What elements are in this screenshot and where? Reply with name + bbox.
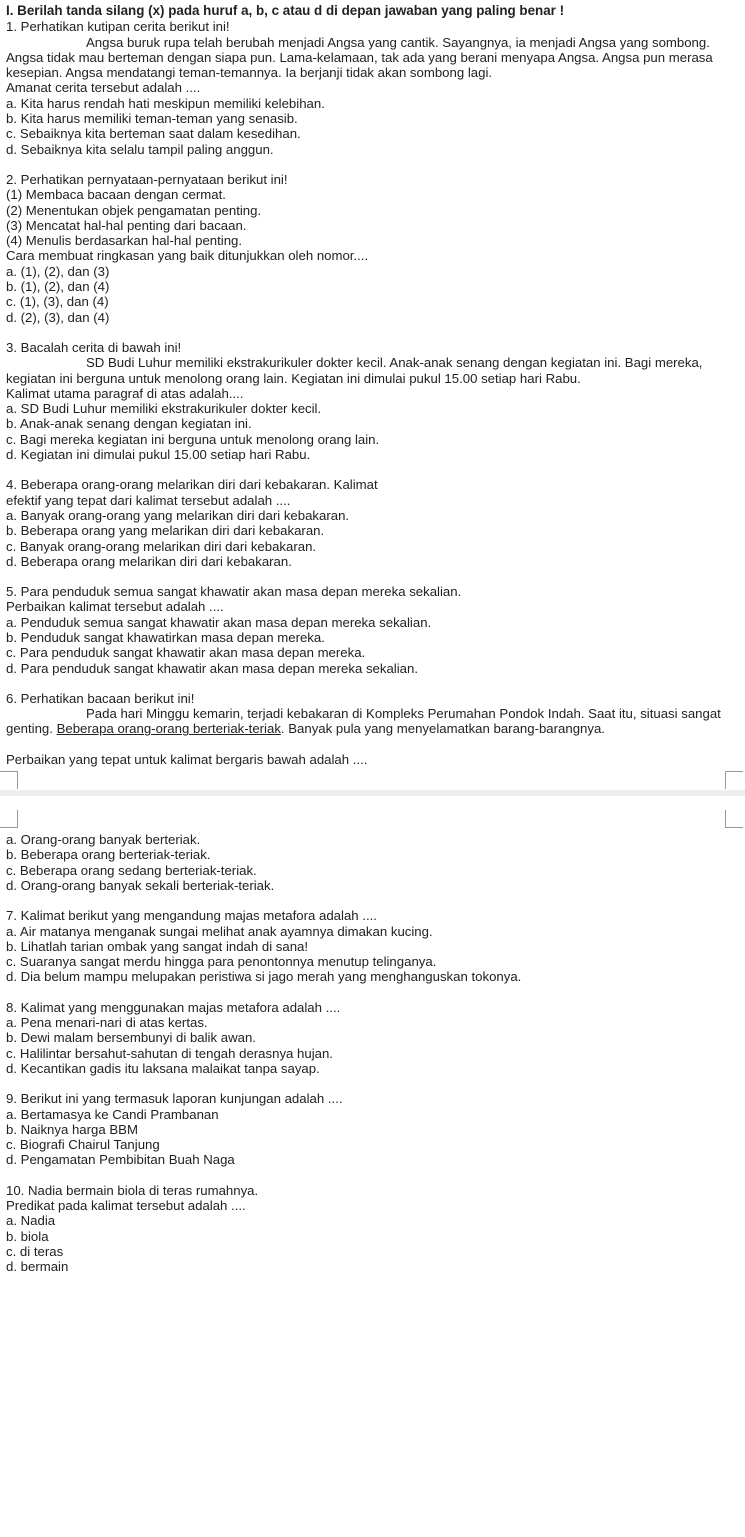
- question-2-option-a[interactable]: a. (1), (2), dan (3): [6, 263, 110, 279]
- question-3-prompt: 3. Bacalah cerita di bawah ini!: [6, 339, 182, 355]
- question-1-option-d[interactable]: d. Sebaiknya kita selalu tampil paling anggun.: [6, 141, 274, 157]
- question-6: [6, 691, 741, 767]
- question-6-underlined-sentence: Beberapa orang-orang berteriak-teriak: [56, 721, 281, 737]
- question-2-statement-4: (4) Menulis berdasarkan hal-hal penting.: [6, 233, 243, 249]
- question-4-option-a[interactable]: a. Banyak orang-orang yang melarikan diri dari kebakaran.: [6, 507, 350, 523]
- question-10-option-a[interactable]: a. Nadia: [6, 1213, 56, 1229]
- question-1-option-c[interactable]: c. Sebaiknya kita berteman saat dalam kesedihan.: [6, 126, 301, 142]
- question-6-passage-end: . Banyak pula yang menyelamatkan barang-barangnya.: [280, 721, 605, 737]
- question-6-option-b[interactable]: b. Beberapa orang berteriak-teriak.: [6, 847, 211, 863]
- question-1-option-a[interactable]: a. Kita harus rendah hati meskipun memiliki kelebihan.: [6, 95, 325, 111]
- question-8-option-d[interactable]: d. Kecantikan gadis itu laksana malaikat tanpa sayap.: [6, 1060, 320, 1076]
- question-3-option-a[interactable]: a. SD Budi Luhur memiliki ekstrakurikuler dokter kecil.: [6, 401, 322, 417]
- question-5-prompt: 5. Para penduduk semua sangat khawatir akan masa depan mereka sekalian. Perbaikan kalimat tersebut adalah ....: [6, 584, 462, 615]
- question-2-prompt: 2. Perhatikan pernyataan-pernyataan berikut ini!: [6, 171, 288, 187]
- question-10-option-c[interactable]: c. di teras: [6, 1243, 64, 1259]
- page-break-divider: [0, 771, 745, 828]
- question-1: [6, 19, 741, 157]
- question-2-option-c[interactable]: c. (1), (3), dan (4): [6, 294, 109, 310]
- question-4-option-d[interactable]: d. Beberapa orang melarikan diri dari kebakaran.: [6, 553, 292, 569]
- question-1-option-b[interactable]: b. Kita harus memiliki teman-teman yang senasib.: [6, 111, 298, 127]
- question-10-option-b[interactable]: b. biola: [6, 1228, 49, 1244]
- question-3-option-d[interactable]: d. Kegiatan ini dimulai pukul 15.00 setiap hari Rabu.: [6, 447, 311, 463]
- question-3-option-b[interactable]: b. Anak-anak senang dengan kegiatan ini.: [6, 416, 252, 432]
- question-9-option-a[interactable]: a. Bertamasya ke Candi Prambanan: [6, 1106, 219, 1122]
- question-2-option-d[interactable]: d. (2), (3), dan (4): [6, 309, 110, 325]
- question-9-prompt: 9. Berikut ini yang termasuk laporan kunjungan adalah ....: [6, 1091, 343, 1107]
- question-6-passage-start: Pada hari Minggu kemarin, terjadi kebakaran di Kompleks Perumahan Pondok Indah. Saat itu, situasi sangat genting.: [6, 706, 721, 737]
- worksheet: [6, 3, 741, 1274]
- question-6-options: [6, 832, 741, 893]
- question-8-option-c[interactable]: c. Halilintar bersahut-sahutan di tengah derasnya hujan.: [6, 1045, 333, 1061]
- question-9-option-d[interactable]: d. Pengamatan Pembibitan Buah Naga: [6, 1152, 235, 1168]
- question-6-option-d[interactable]: d. Orang-orang banyak sekali berteriak-teriak.: [6, 877, 275, 893]
- question-9: [6, 1091, 741, 1167]
- question-9-option-c[interactable]: c. Biografi Chairul Tanjung: [6, 1137, 160, 1153]
- question-1-prompt: 1. Perhatikan kutipan cerita berikut ini!: [6, 19, 230, 35]
- question-7-option-a[interactable]: a. Air matanya menganak sungai melihat anak ayamnya dimakan kucing.: [6, 923, 433, 939]
- question-10-option-d[interactable]: d. bermain: [6, 1259, 69, 1275]
- question-4-prompt: 4. Beberapa orang-orang melarikan diri dari kebakaran. Kalimat efektif yang tepat dari kalimat tersebut adalah ....: [6, 477, 378, 508]
- question-8: [6, 1000, 741, 1076]
- question-7-prompt: 7. Kalimat berikut yang mengandung majas metafora adalah ....: [6, 908, 377, 924]
- question-4-option-b[interactable]: b. Beberapa orang yang melarikan diri dari kebakaran.: [6, 523, 325, 539]
- question-5-option-c[interactable]: c. Para penduduk sangat khawatir akan masa depan mereka.: [6, 645, 366, 661]
- question-8-option-a[interactable]: a. Pena menari-nari di atas kertas.: [6, 1015, 208, 1031]
- question-2-statement-1: (1) Membaca bacaan dengan cermat.: [6, 187, 226, 203]
- question-7-option-c[interactable]: c. Suaranya sangat merdu hingga para penontonnya menutup telinganya.: [6, 954, 437, 970]
- question-2-text: Cara membuat ringkasan yang baik ditunjukkan oleh nomor....: [6, 248, 369, 264]
- question-1-text: Amanat cerita tersebut adalah ....: [6, 80, 201, 96]
- question-4: [6, 477, 741, 569]
- question-5-option-a[interactable]: a. Penduduk semua sangat khawatir akan masa depan mereka sekalian.: [6, 614, 432, 630]
- question-3-text: Kalimat utama paragraf di atas adalah....: [6, 385, 244, 401]
- question-7: [6, 908, 741, 984]
- question-3: [6, 340, 741, 462]
- question-4-option-c[interactable]: c. Banyak orang-orang melarikan diri dari kebakaran.: [6, 538, 317, 554]
- question-9-option-b[interactable]: b. Naiknya harga BBM: [6, 1121, 138, 1137]
- question-10: [6, 1183, 741, 1275]
- question-2-statement-2: (2) Menentukan objek pengamatan penting.: [6, 202, 262, 218]
- question-5: [6, 584, 741, 676]
- question-3-passage: SD Budi Luhur memiliki ekstrakurikuler dokter kecil. Anak-anak senang dengan kegiatan ini. Bagi mereka, kegiatan ini berguna untuk menolong orang lain. Kegiatan ini dimulai pukul 15.00 setiap hari Rabu.: [6, 355, 703, 386]
- question-6-option-c[interactable]: c. Beberapa orang sedang berteriak-teriak.: [6, 862, 257, 878]
- question-8-option-b[interactable]: b. Dewi malam bersembunyi di balik awan.: [6, 1030, 256, 1046]
- question-6-passage: [6, 706, 741, 737]
- question-6-text: Perbaikan yang tepat untuk kalimat bergaris bawah adalah ....: [6, 751, 368, 767]
- question-7-option-b[interactable]: b. Lihatlah tarian ombak yang sangat indah di sana!: [6, 938, 309, 954]
- question-3-option-c[interactable]: c. Bagi mereka kegiatan ini berguna untuk menolong orang lain.: [6, 431, 380, 447]
- question-5-option-d[interactable]: d. Para penduduk sangat khawatir akan masa depan mereka sekalian.: [6, 660, 418, 676]
- question-5-option-b[interactable]: b. Penduduk sangat khawatirkan masa depan mereka.: [6, 629, 325, 645]
- instruction-header: I. Berilah tanda silang (x) pada huruf a, b, c atau d di depan jawaban yang paling benar !: [6, 3, 565, 18]
- question-6-option-a[interactable]: a. Orang-orang banyak berteriak.: [6, 832, 201, 848]
- question-8-prompt: 8. Kalimat yang menggunakan majas metafora adalah ....: [6, 999, 341, 1015]
- question-1-passage: Angsa buruk rupa telah berubah menjadi Angsa yang cantik. Sayangnya, ia menjadi Angsa yang sombong. Angsa tidak mau berteman dengan siapa pun. Lama-kelamaan, tak ada yang berani menyapa Angsa. Angsa pun merasa kesepian. Angsa mendatangi teman-temannya. Ia berjanji tidak akan sombong lagi.: [6, 34, 713, 81]
- question-10-prompt: 10. Nadia bermain biola di teras rumahnya. Predikat pada kalimat tersebut adalah ....: [6, 1182, 259, 1213]
- question-6-prompt: 6. Perhatikan bacaan berikut ini!: [6, 690, 195, 706]
- question-2-statement-3: (3) Mencatat hal-hal penting dari bacaan.: [6, 217, 247, 233]
- question-2-option-b[interactable]: b. (1), (2), dan (4): [6, 279, 110, 295]
- question-2: [6, 172, 741, 325]
- question-7-option-d[interactable]: d. Dia belum mampu melupakan peristiwa si jago merah yang menghanguskan tokonya.: [6, 969, 522, 985]
